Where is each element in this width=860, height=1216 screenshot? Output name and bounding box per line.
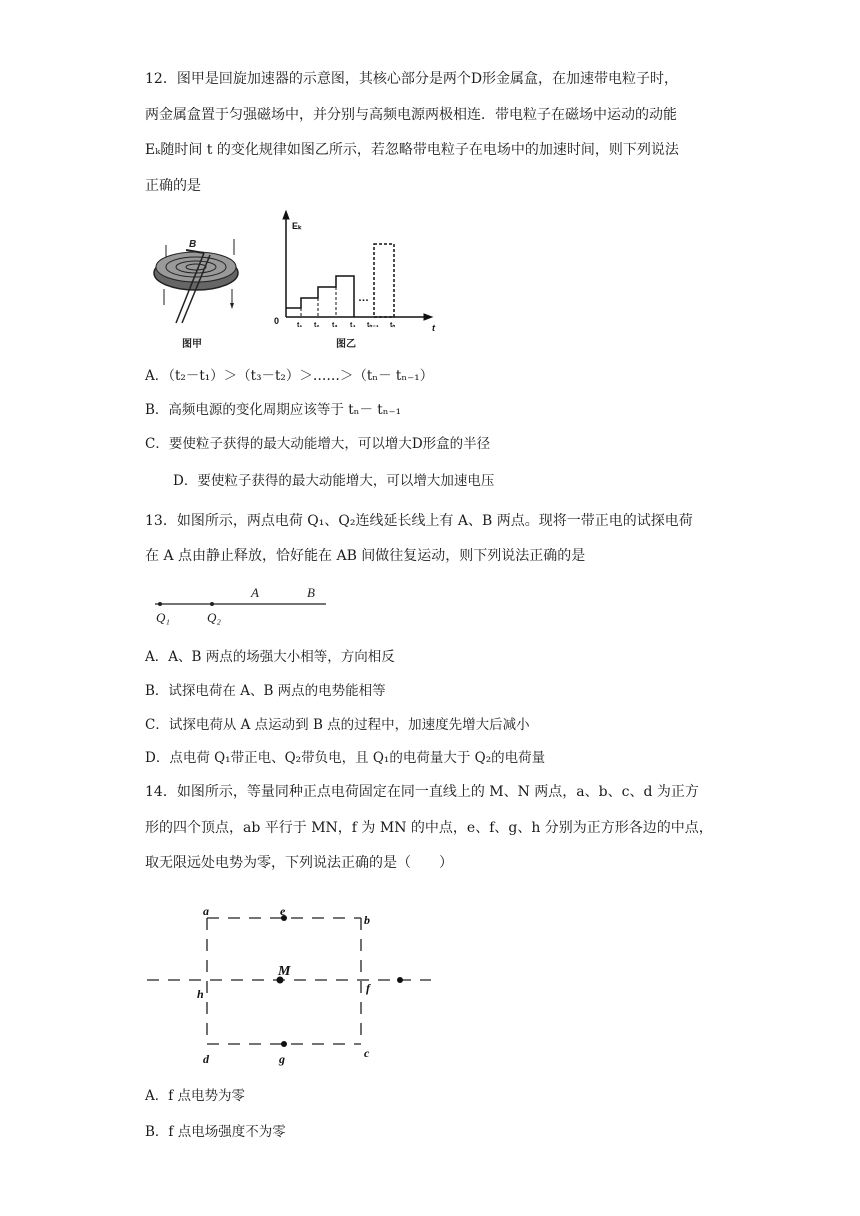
label-m: M [278,964,291,979]
charge-n-dot [397,977,403,983]
q12-stem-line-4: 正确的是 [145,178,201,194]
q13-option-a[interactable]: A．A、B 两点的场强大小相等，方向相反 [145,649,395,665]
label-g: g [279,1052,285,1066]
q12-option-b[interactable]: B．高频电源的变化周期应该等于 tₙ－ tₙ₋₁ [145,402,402,418]
q14-figure [145,900,435,1070]
label-b: b [364,913,370,927]
label-q1: Q₁ [156,610,170,625]
tick-tn: tₙ [390,322,396,329]
q14-stem-line-1: 14．如图所示，等量同种正点电荷固定在同一直线上的 M、N 两点，a、b、c、d 为正方 [145,784,699,800]
q14-option-b[interactable]: B．f 点电场强度不为零 [145,1124,286,1140]
tick-t3: t₃ [332,322,338,329]
label-c: c [364,1046,370,1060]
q14-stem-line-3: 取无限远处电势为零，下列说法正确的是（ ） [145,855,453,871]
tick-tn-1: tₙ₋₁ [367,322,379,329]
cyclotron-b-label: B [189,239,197,250]
label-q2: Q₂ [207,610,221,625]
q14-option-a[interactable]: A．f 点电势为零 [145,1088,246,1104]
q13-option-c[interactable]: C．试探电荷从 A 点运动到 B 点的过程中，加速度先增大后减小 [145,717,530,733]
point-g-dot [281,1041,287,1047]
label-a: a [203,904,209,918]
right-figure-caption: 图乙 [336,339,356,350]
q12-stem-line-2: 两金属盒置于匀强磁场中，并分别与高频电源两极相连．带电粒子在磁场中运动的动能 [145,107,677,123]
cyclotron-diagram [154,239,238,323]
q13-stem-line-2: 在 A 点由静止释放，恰好能在 AB 间做往复运动，则下列说法正确的是 [145,548,586,564]
q12-stem-line-1: 12．图甲是回旋加速器的示意图，其核心部分是两个D形金属盒，在加速带电粒子时， [145,71,679,87]
charge-q2-dot [210,602,214,606]
label-b: B [307,585,315,600]
q14-stem-line-2: 形的四个顶点，ab 平行于 MN，f 为 MN 的中点，e、f、g、h 分别为正方形各边的中点， [145,820,713,836]
q12-option-d[interactable]: D．要使粒子获得的最大动能增大，可以增大加速电压 [173,473,495,489]
y-axis-label: Eₖ [292,221,302,231]
label-d: d [203,1052,209,1066]
label-a: A [251,585,259,600]
left-figure-caption: 图甲 [182,339,202,350]
q13-option-d[interactable]: D．点电荷 Q₁带正电、Q₂带负电，且 Q₁的电荷量大于 Q₂的电荷量 [145,750,546,766]
q12-stem-line-3: Eₖ随时间 t 的变化规律如图乙所示，若忽略带电粒子在电场中的加速时间，则下列说法 [145,142,679,158]
q12-option-a[interactable]: A．（t₂－t₁）＞（t₃－t₂）＞……＞（tₙ－ tₙ₋₁） [145,368,434,384]
charge-q1-dot [158,602,162,606]
label-e: e [280,904,286,918]
q12-figure [146,205,446,357]
tick-t2: t₂ [314,322,320,329]
q13-stem-line-1: 13．如图所示，两点电荷 Q₁、Q₂连线延长线上有 A、B 两点。现将一带正电的试探电荷 [145,513,693,529]
tick-t4: t₄ [350,322,356,329]
q13-option-b[interactable]: B．试探电荷在 A、B 两点的电势能相等 [145,683,386,699]
label-f: f [366,981,370,995]
ellipsis-dots: … [358,292,369,304]
origin-label: 0 [274,316,280,326]
q13-figure [150,580,340,630]
label-h: h [197,987,204,1001]
x-axis-label: t [432,323,435,333]
q12-option-c[interactable]: C．要使粒子获得的最大动能增大，可以增大D形盒的半径 [145,436,491,452]
tick-t1: t₁ [297,322,303,329]
